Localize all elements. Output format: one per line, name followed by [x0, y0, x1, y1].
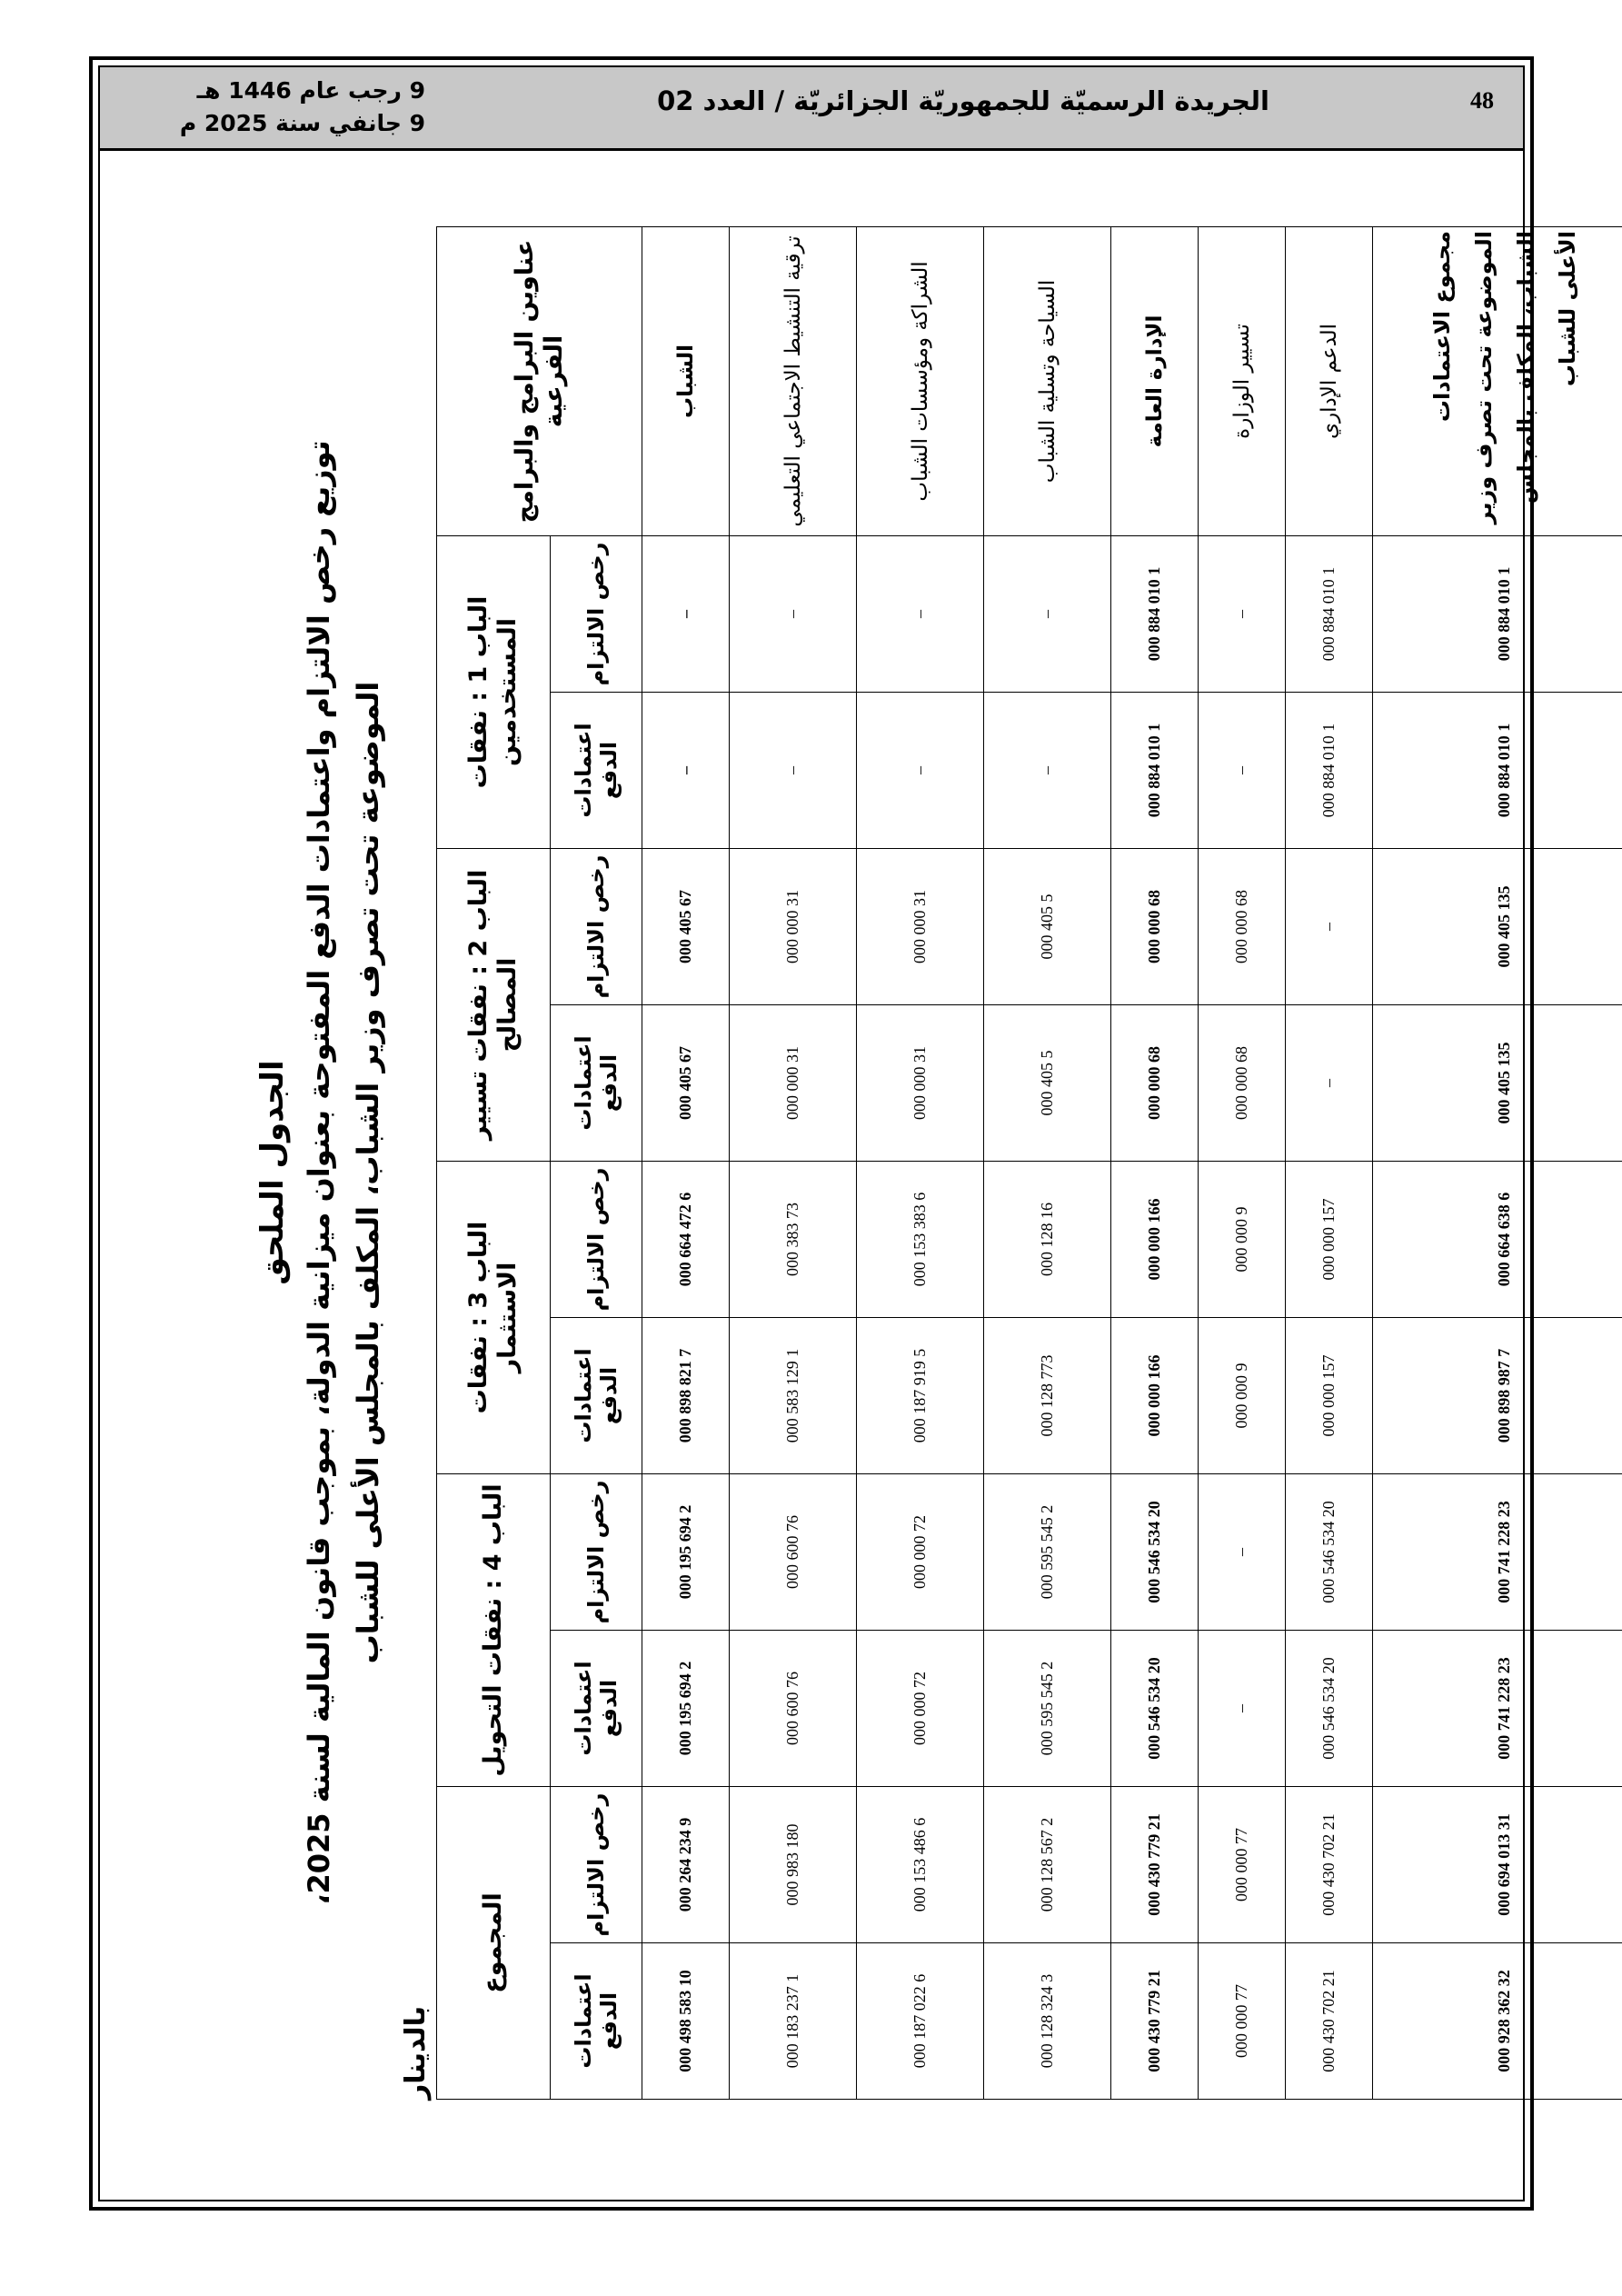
cell-t3-commitment: 157 000 000	[1286, 1161, 1373, 1317]
issue-date	[125, 75, 425, 140]
cell-total-payment: 3 324 128 000	[984, 1943, 1111, 2100]
cell-t1-commitment: 1 010 884 000	[1286, 535, 1373, 692]
cell-t2-payment: –	[1286, 1004, 1373, 1161]
currency-unit: بالدينار	[400, 2005, 432, 2100]
cell-t3-commitment: 166 000 000	[1111, 1161, 1199, 1317]
cell-t4-commitment: –	[1199, 1473, 1286, 1630]
cell-t4-commitment: 76 600 000	[730, 1473, 857, 1630]
cell-total-payment: 10 583 498 000	[642, 1943, 730, 2100]
sub-header-payment: اعتمادات الدفع	[551, 1317, 642, 1473]
date-gregorian: 9 جانفي سنة 2025 م	[179, 110, 425, 136]
program-name: الشباب	[642, 226, 730, 535]
table-row	[1199, 226, 1286, 2099]
cell-t2-commitment: 67 405 000	[642, 848, 730, 1004]
cell-t4-commitment: 20 534 546 000	[1286, 1473, 1373, 1630]
cell-t2-payment: 31 000 000	[730, 1004, 857, 1161]
cell-t2-commitment: 5 405 000	[984, 848, 1111, 1004]
cell-total-commitment: 21 779 430 000	[1111, 1787, 1199, 1943]
cell-t2-commitment: 135 405 000	[1373, 848, 1622, 1004]
cell-t3-payment: 157 000 000	[1286, 1317, 1373, 1473]
cell-t4-payment: 2 545 595 000	[984, 1630, 1111, 1786]
sub-header-payment: اعتمادات الدفع	[551, 1630, 642, 1786]
cell-total-commitment: 180 983 000	[730, 1787, 857, 1943]
cell-t2-commitment: 31 000 000	[857, 848, 984, 1004]
group-header: الباب 3 : نفقات الاستثمار	[437, 1161, 551, 1473]
program-name: تسيير الوزارة	[1199, 226, 1286, 535]
cell-t3-payment: 5 919 187 000	[857, 1317, 984, 1473]
cell-t2-commitment: 31 000 000	[730, 848, 857, 1004]
cell-t3-payment: 7 987 898 000	[1373, 1317, 1622, 1473]
allocation-table	[436, 226, 1622, 2100]
cell-total-commitment: 21 702 430 000	[1286, 1787, 1373, 1943]
cell-t2-payment: 5 405 000	[984, 1004, 1111, 1161]
cell-t1-payment: –	[642, 692, 730, 848]
cell-t1-payment: 1 010 884 000	[1111, 692, 1199, 848]
cell-total-commitment: 2 567 128 000	[984, 1787, 1111, 1943]
cell-t4-commitment: 20 534 546 000	[1111, 1473, 1199, 1630]
table-row	[730, 226, 857, 2099]
running-header	[100, 67, 1523, 151]
journal-title: الجريدة الرسميّة للجمهوريّة الجزائريّة / العدد 02	[657, 85, 1269, 116]
program-name: السياحة وتسلية الشباب	[984, 226, 1111, 535]
program-name: الإدارة العامة	[1111, 226, 1199, 535]
cell-t2-payment: 67 405 000	[642, 1004, 730, 1161]
cell-t3-commitment: 9 000 000	[1199, 1161, 1286, 1317]
cell-total-payment: 21 779 430 000	[1111, 1943, 1199, 2100]
cell-t4-payment: 20 534 546 000	[1111, 1630, 1199, 1786]
sub-header-payment: اعتمادات الدفع	[551, 1943, 642, 2100]
cell-t4-payment: 72 000 000	[857, 1630, 984, 1786]
cell-t4-payment: 2 694 195 000	[642, 1630, 730, 1786]
sub-header-commitment: رخص الالتزام	[551, 1161, 642, 1317]
cell-t1-commitment: –	[730, 535, 857, 692]
group-header: الباب 4 : نفقات التحويل	[437, 1473, 551, 1786]
cell-t3-commitment: 6 383 153 000	[857, 1161, 984, 1317]
cell-t1-payment: 1 010 884 000	[1373, 692, 1622, 848]
table-row-total	[1373, 226, 1622, 2099]
group-header: المجموع	[437, 1787, 551, 2100]
cell-t3-payment: 773 128 000	[984, 1317, 1111, 1473]
cell-t2-commitment: 68 000 000	[1111, 848, 1199, 1004]
cell-t4-commitment: 2 545 595 000	[984, 1473, 1111, 1630]
cell-t4-payment: –	[1199, 1630, 1286, 1786]
program-name: ترقية التنشيط الاجتماعي التعليمي	[730, 226, 857, 535]
sub-header-commitment: رخص الالتزام	[551, 848, 642, 1004]
cell-t1-commitment: –	[642, 535, 730, 692]
sub-header-commitment: رخص الالتزام	[551, 1787, 642, 1943]
cell-t2-payment: 135 405 000	[1373, 1004, 1622, 1161]
cell-t3-commitment: 6 472 664 000	[642, 1161, 730, 1317]
cell-t4-payment: 20 534 546 000	[1286, 1630, 1373, 1786]
sub-header-commitment: رخص الالتزام	[551, 535, 642, 692]
table-row	[1286, 226, 1373, 2099]
cell-t2-commitment: –	[1286, 848, 1373, 1004]
cell-total-commitment: 9 234 264 000	[642, 1787, 730, 1943]
group-header: الباب 2 : نفقات تسيير المصالح	[437, 848, 551, 1161]
cell-total-commitment: 77 000 000	[1199, 1787, 1286, 1943]
cell-t1-payment: 1 010 884 000	[1286, 692, 1373, 848]
rotated-annex	[227, 218, 1580, 2127]
cell-t4-commitment: 2 694 195 000	[642, 1473, 730, 1630]
table-row	[1111, 226, 1199, 2099]
cell-t1-commitment: 1 010 884 000	[1373, 535, 1622, 692]
sub-header-payment: اعتمادات الدفع	[551, 1004, 642, 1161]
cell-t4-commitment: 72 000 000	[857, 1473, 984, 1630]
cell-total-payment: 77 000 000	[1199, 1943, 1286, 2100]
program-name: الدعم الإداري	[1286, 226, 1373, 535]
cell-t3-commitment: 73 383 000	[730, 1161, 857, 1317]
cell-t3-payment: 1 129 583 000	[730, 1317, 857, 1473]
cell-t4-payment: 76 600 000	[730, 1630, 857, 1786]
cell-total-payment: 1 237 183 000	[730, 1943, 857, 2100]
cell-t4-commitment: 23 228 741 000	[1373, 1473, 1622, 1630]
table-row	[642, 226, 730, 2099]
annex-title: الجدول الملحق	[254, 1060, 291, 1285]
group-header: الباب 1 : نفقات المستخدمين	[437, 535, 551, 848]
cell-t3-payment: 166 000 000	[1111, 1317, 1199, 1473]
program-name: مجموع الاعتمادات الموضوعة تحت تصرف وزير الشباب، المكلف بالمجلس الأعلى للشباب	[1373, 226, 1622, 535]
cell-t2-payment: 68 000 000	[1111, 1004, 1199, 1161]
sub-header-payment: اعتمادات الدفع	[551, 692, 642, 848]
annex-subtitle-1: توزيع رخص الالتزام واعتمادات الدفع المفتوحة بعنوان ميزانية الدولة، بموجب قانون المالية لسنة 2025،	[302, 440, 336, 1905]
program-name: الشراكة ومؤسسات الشباب	[857, 226, 984, 535]
cell-t1-payment: –	[857, 692, 984, 848]
table-row	[857, 226, 984, 2099]
cell-t1-commitment: –	[984, 535, 1111, 692]
cell-total-commitment: 31 013 694 000	[1373, 1787, 1622, 1943]
cell-t1-commitment: –	[857, 535, 984, 692]
sub-header-commitment: رخص الالتزام	[551, 1473, 642, 1630]
date-hijri: 9 رجب عام 1446 هـ	[196, 77, 425, 104]
annex-subtitle-2: الموضوعة تحت تصرف وزير الشباب، المكلف بالمجلس الأعلى للشباب	[351, 681, 385, 1664]
cell-t1-payment: –	[984, 692, 1111, 848]
cell-t2-commitment: 68 000 000	[1199, 848, 1286, 1004]
cell-t3-payment: 9 000 000	[1199, 1317, 1286, 1473]
cell-total-payment: 32 362 928 000	[1373, 1943, 1622, 2100]
cell-t1-payment: –	[1199, 692, 1286, 848]
cell-t4-payment: 23 228 741 000	[1373, 1630, 1622, 1786]
cell-t3-commitment: 16 128 000	[984, 1161, 1111, 1317]
cell-total-commitment: 6 486 153 000	[857, 1787, 984, 1943]
cell-t2-payment: 31 000 000	[857, 1004, 984, 1161]
cell-t3-commitment: 6 638 664 000	[1373, 1161, 1622, 1317]
page-number: 48	[1470, 87, 1494, 114]
cell-t2-payment: 68 000 000	[1199, 1004, 1286, 1161]
table-row	[984, 226, 1111, 2099]
cell-t3-payment: 7 821 898 000	[642, 1317, 730, 1473]
cell-t1-payment: –	[730, 692, 857, 848]
col-program-header: عناوين البرامج والبرامج الفرعية	[437, 226, 642, 535]
cell-t1-commitment: –	[1199, 535, 1286, 692]
cell-total-payment: 6 022 187 000	[857, 1943, 984, 2100]
cell-t1-commitment: 1 010 884 000	[1111, 535, 1199, 692]
cell-total-payment: 21 702 430 000	[1286, 1943, 1373, 2100]
